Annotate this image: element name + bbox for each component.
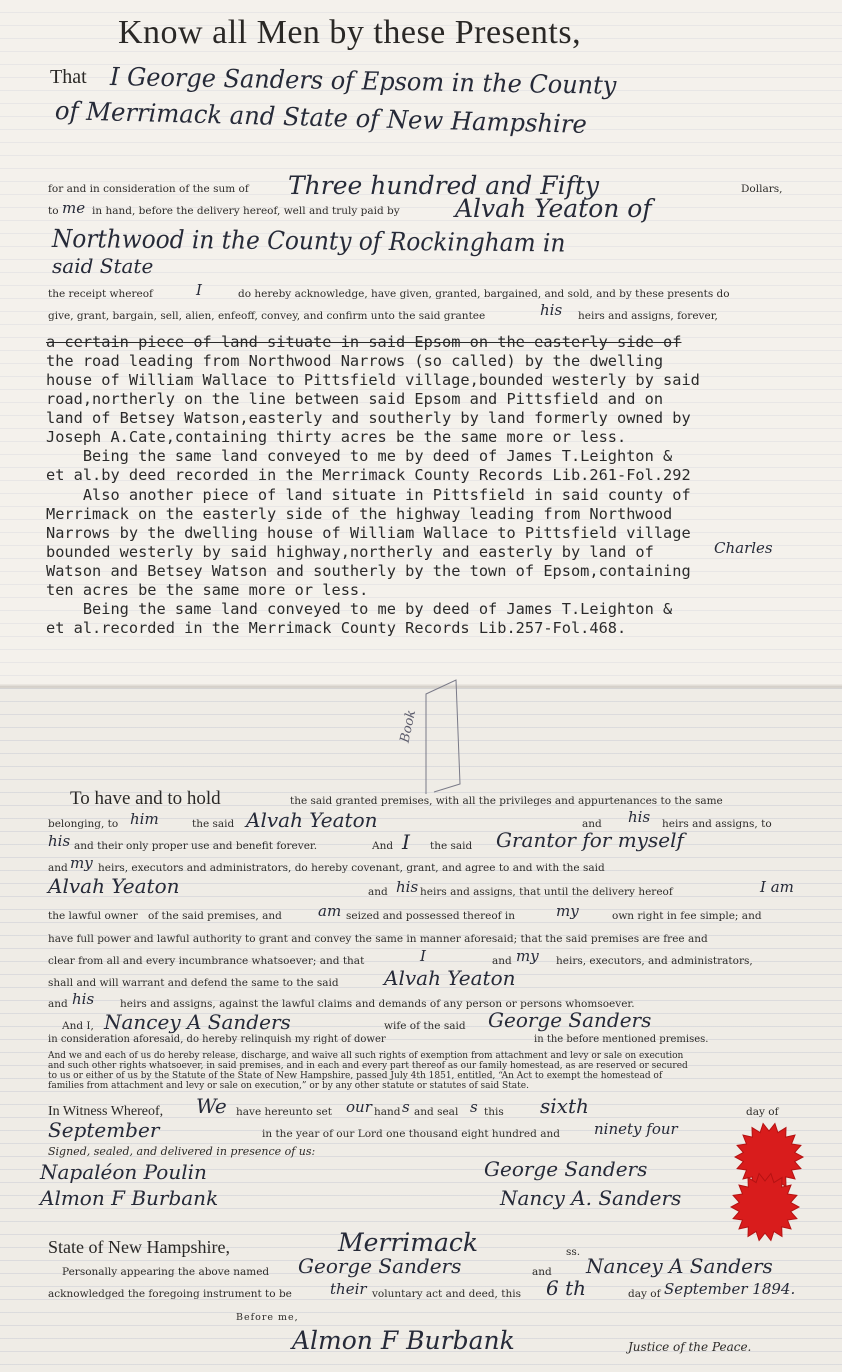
habendum-l2-d: heirs and assigns, to	[662, 818, 772, 830]
witness-hw4: s	[470, 1098, 478, 1116]
dollars-label: Dollars,	[741, 183, 783, 195]
grantee-line-3: said State	[52, 254, 154, 278]
ack-state: State of New Hampshire,	[48, 1237, 230, 1257]
habendum-l8-c: heirs, executors, and administrators,	[556, 955, 753, 967]
paid-by-text: in hand, before the delivery hereof, well and truly paid by	[92, 205, 400, 217]
deed-title: Know all Men by these Presents,	[118, 14, 582, 51]
description-line-3: house of William Wallace to Pittsfield village,bounded westerly by said	[46, 371, 700, 389]
ack-hw2: Nancey A Sanders	[586, 1254, 773, 1278]
wax-seal-bottom	[730, 1172, 800, 1242]
receipt-text-a: the receipt whereof	[48, 288, 153, 300]
description-line-10: Merrimack on the easterly side of the highway leading from Northwood	[46, 505, 673, 523]
habendum-l8-b: and	[492, 955, 512, 967]
ack-hw3: their	[330, 1280, 367, 1298]
witness-lead: In Witness Whereof,	[48, 1104, 164, 1119]
description-line-4: road,northerly on the line between said Epsom and Pittsfield and on	[46, 390, 664, 408]
give-text-b: heirs and assigns, forever,	[578, 310, 718, 322]
habendum-l5-a: and	[368, 886, 388, 898]
dower-b: wife of the said	[384, 1020, 466, 1032]
give-text-a: give, grant, bargain, sell, alien, enfeoff, convey, and confirm unto the said grantee	[48, 310, 486, 322]
description-insert: Charles	[714, 539, 773, 557]
description-line-9: Also another piece of land situate in Pittsfield in said county of	[46, 486, 691, 504]
grantee-line-1: Alvah Yeaton of	[455, 194, 652, 223]
habendum-l8-hw1: I	[420, 947, 426, 965]
habendum-l2-c: and	[582, 818, 602, 830]
margin-note: Book	[397, 708, 420, 745]
grantee-line-2: Northwood in the County of Rockingham in	[51, 224, 566, 258]
witness-f: in the year of our Lord one thousand eight hundred and	[262, 1128, 560, 1140]
pencil-sketch	[404, 674, 474, 804]
before-me: Before me,	[236, 1312, 299, 1323]
habendum-l3-hw3: Grantor for myself	[496, 828, 684, 852]
habendum-l6-d: own right in fee simple; and	[612, 910, 762, 922]
habendum-l6-c: seized and possessed thereof in	[346, 910, 516, 922]
habendum-l3-hw2: I	[402, 830, 410, 854]
habendum-line-1: the said granted premises, with all the privileges and appurtenances to the same	[290, 795, 723, 807]
habendum-l8-hw2: my	[516, 947, 539, 965]
description-line-12: bounded westerly by said highway,northerly and easterly by land of	[46, 543, 654, 561]
habendum-l6-hw1: am	[318, 902, 342, 920]
habendum-l6-b: of the said premises, and	[148, 910, 282, 922]
dower-d: in the before mentioned premises.	[534, 1034, 709, 1045]
description-line-6: Joseph A.Cate,containing thirty acres be the same more or less.	[46, 428, 627, 446]
ack-hw1: George Sanders	[298, 1254, 462, 1278]
description-line-7: Being the same land conveyed to me by deed of James T.Leighton &	[46, 447, 673, 465]
description-line-1: a certain piece of land situate in said Epsom on the easterly side of	[46, 333, 682, 351]
wife-signature: Nancy A. Sanders	[500, 1186, 682, 1210]
witness-hw5: sixth	[540, 1094, 589, 1118]
description-line-15: Being the same land conveyed to me by deed of James T.Leighton &	[46, 600, 673, 618]
habendum-l4-hw: my	[70, 854, 93, 872]
ack-ss: ss.	[566, 1246, 581, 1258]
habendum-l10-b: heirs and assigns, against the lawful claims and demands of any person or persons whomsoever.	[120, 998, 635, 1010]
give-hw: his	[540, 301, 563, 319]
habendum-l10-a: and	[48, 998, 68, 1010]
witness-signature-2: Almon F Burbank	[40, 1186, 219, 1210]
habendum-l10-hw: his	[72, 990, 95, 1008]
witness-b: hand	[374, 1106, 401, 1118]
habendum-l3-a: and their only proper use and benefit forever.	[74, 840, 318, 852]
habendum-l4-a: and	[48, 862, 68, 874]
waiver-line-2: and such other rights whatsoever, in said premises, and in each and every part thereof as our family homestead, as are reserved or secured	[48, 1061, 688, 1071]
ack-c: acknowledged the foregoing instrument to be	[48, 1288, 292, 1300]
receipt-text-b: do hereby acknowledge, have given, granted, bargained, and sold, and by these presents do	[238, 288, 730, 300]
habendum-l8-a: clear from all and every incumbrance whatsoever; and that	[48, 955, 365, 967]
dower-hw1: Nancey A Sanders	[104, 1010, 291, 1034]
habendum-l5-hw3: I am	[760, 878, 794, 896]
consideration-text: for and in consideration of the sum of	[48, 183, 249, 195]
consideration-amount: Three hundred and Fifty	[288, 171, 599, 200]
habendum-l5-hw1: Alvah Yeaton	[48, 874, 180, 898]
description-line-2: the road leading from Northwood Narrows (so called) by the dwelling	[46, 352, 664, 370]
ack-county: Merrimack	[338, 1228, 479, 1257]
witness-e: day of	[746, 1106, 779, 1118]
to-label: to	[48, 205, 59, 217]
habendum-l2-a: belonging, to	[48, 818, 119, 830]
to-hw: me	[62, 199, 86, 217]
habendum-l3-hw1: his	[48, 832, 71, 850]
grantor-signature: George Sanders	[484, 1157, 648, 1181]
justice-signature: Almon F Burbank	[292, 1326, 515, 1355]
habendum-l6-a: the lawful owner	[48, 910, 138, 922]
waiver-line-4: families from attachment and levy or sale on execution,” or by any other statute or statutes of said State.	[48, 1081, 529, 1091]
ack-d: voluntary act and deed, this	[372, 1288, 521, 1300]
ack-hw4: 6 th	[546, 1276, 586, 1300]
dower-hw2: George Sanders	[488, 1008, 652, 1032]
justice-title: Justice of the Peace.	[628, 1340, 752, 1354]
grantor-line-1: I George Sanders of Epsom in the County	[109, 62, 617, 100]
habendum-lead: To have and to hold	[70, 788, 221, 809]
habendum-l3-c: the said	[430, 840, 473, 852]
habendum-l2-hw3: his	[628, 808, 651, 826]
witness-hw7: ninety four	[594, 1120, 678, 1138]
habendum-l2-b: the said	[192, 818, 235, 830]
witness-hw3: s	[402, 1098, 410, 1116]
receipt-hw: I	[196, 281, 202, 299]
witness-a: have hereunto set	[236, 1106, 332, 1118]
description-line-8: et al.by deed recorded in the Merrimack County Records Lib.261-Fol.292	[46, 466, 691, 484]
habendum-l9-hw: Alvah Yeaton	[384, 966, 516, 990]
witness-c: and seal	[414, 1106, 459, 1118]
description-line-16: et al.recorded in the Merrimack County Records Lib.257-Fol.468.	[46, 619, 627, 637]
signed-label: Signed, sealed, and delivered in presence of us:	[48, 1145, 316, 1158]
habendum-l3-b: And	[372, 840, 394, 852]
witness-d: this	[484, 1106, 504, 1118]
witness-hw6: September	[48, 1118, 160, 1142]
description-line-11: Narrows by the dwelling house of William Wallace to Pittsfield village	[46, 524, 691, 542]
habendum-l2-hw2: Alvah Yeaton	[246, 808, 378, 832]
witness-signature-1: Napaléon Poulin	[40, 1160, 207, 1184]
habendum-l2-hw1: him	[130, 810, 159, 828]
witness-hw1: We	[196, 1094, 227, 1118]
description-line-14: ten acres be the same more or less.	[46, 581, 369, 599]
dower-a: And I,	[62, 1020, 94, 1032]
ack-b: and	[532, 1266, 552, 1278]
waiver-line-1: And we and each of us do hereby release, discharge, and waive all such rights of exemption from attachment and levy or sale on execution	[48, 1051, 684, 1061]
habendum-l5-hw2: his	[396, 878, 419, 896]
habendum-l4-b: heirs, executors and administrators, do hereby covenant, grant, and agree to and with the said	[98, 862, 605, 874]
habendum-line-7: have full power and lawful authority to grant and convey the same in manner aforesaid; that the said premises are free and	[48, 933, 708, 945]
ack-e: day of	[628, 1288, 661, 1300]
grantor-line-2: of Merrimack and State of New Hampshire	[54, 96, 588, 139]
habendum-l5-b: heirs and assigns, that until the delivery hereof	[420, 886, 673, 898]
ack-a: Personally appearing the above named	[62, 1266, 270, 1278]
that-label: That	[50, 66, 87, 88]
witness-hw2: our	[346, 1098, 372, 1116]
habendum-l6-hw2: my	[556, 902, 579, 920]
description-line-5: land of Betsey Watson,easterly and southerly by land formerly owned by	[46, 409, 691, 427]
habendum-l9-a: shall and will warrant and defend the same to the said	[48, 977, 339, 989]
ack-hw5: September 1894.	[664, 1280, 796, 1298]
waiver-line-3: to us or either of us by the Statute of the State of New Hampshire, passed July 4th 1851, entitled, “An Act to exempt the homestead of	[48, 1071, 663, 1081]
dower-c: in consideration aforesaid, do hereby relinquish my right of dower	[48, 1034, 386, 1045]
description-line-13: Watson and Betsey Watson and southerly by the town of Epsom,containing	[46, 562, 691, 580]
